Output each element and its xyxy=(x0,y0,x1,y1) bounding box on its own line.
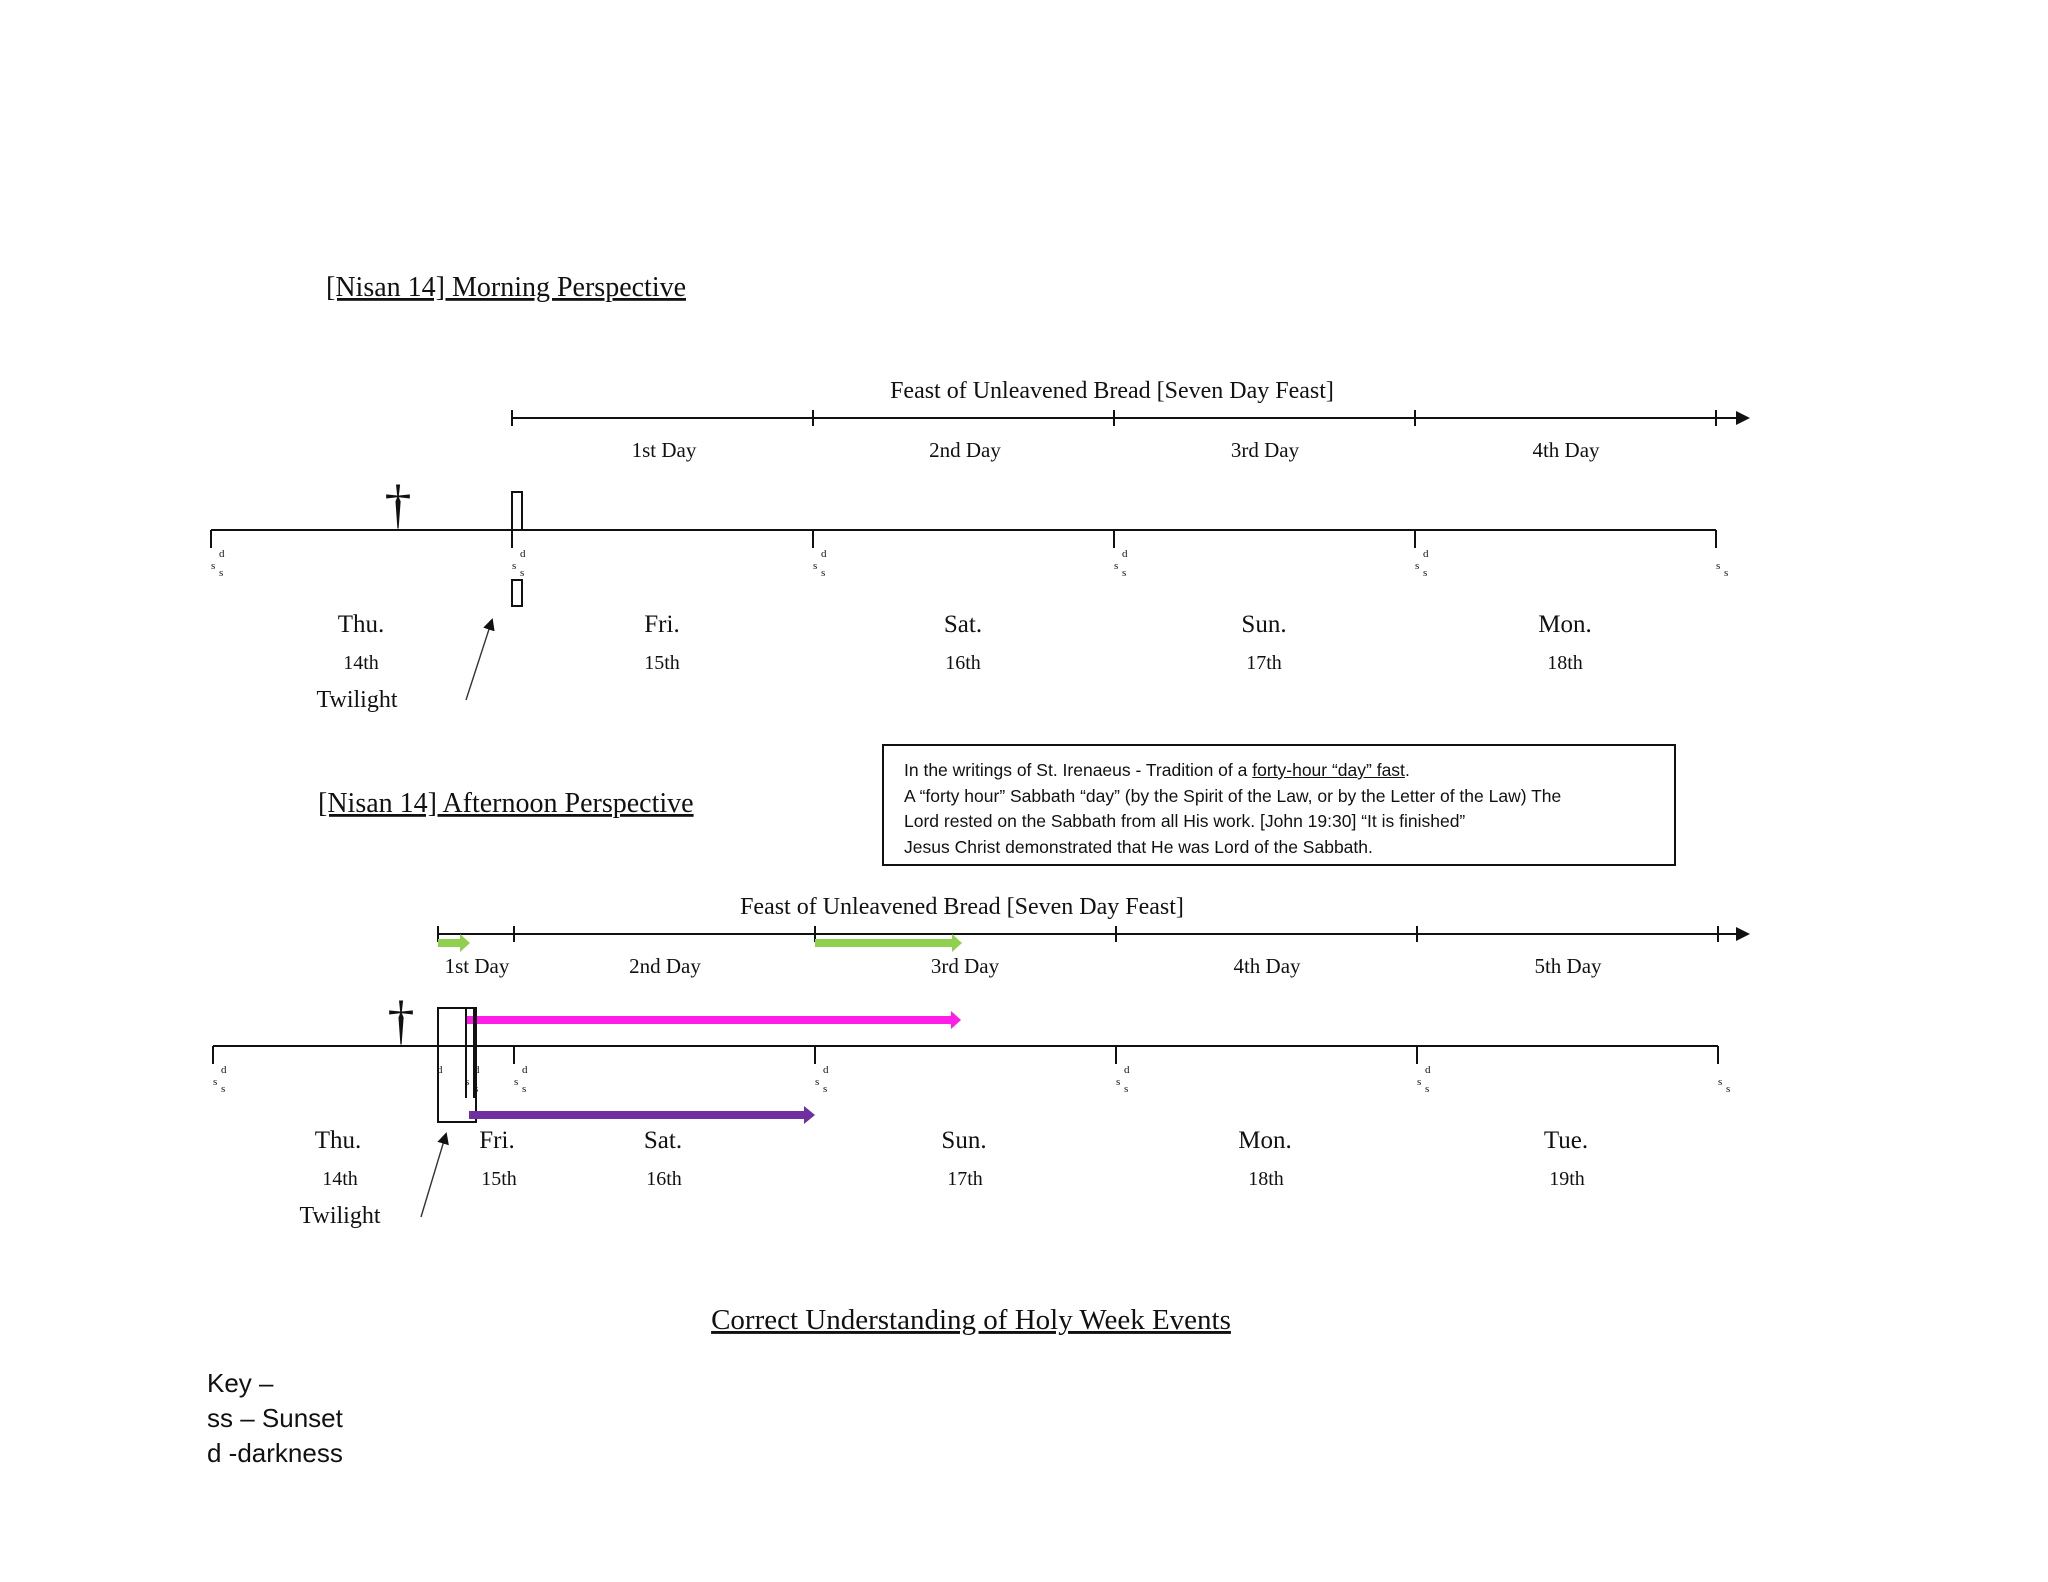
key-darkness: d -darkness xyxy=(207,1438,343,1468)
morning-sunset-darkness-marks xyxy=(211,548,1728,579)
afternoon-sunset-darkness-marks xyxy=(213,1064,1730,1095)
svg-text:s: s xyxy=(1116,1076,1121,1088)
svg-text:s: s xyxy=(213,1076,218,1088)
morning-date-17: 17th xyxy=(1246,652,1282,674)
note-line-4: Jesus Christ demonstrated that He was Lord of the Sabbath. xyxy=(904,836,1373,857)
svg-text:d: d xyxy=(821,548,827,560)
svg-text:d: d xyxy=(520,548,526,560)
morning-twilight-pointer xyxy=(466,620,492,700)
morning-feast-day-2: 2nd Day xyxy=(929,438,1001,462)
morning-weekday-thu: Thu. xyxy=(337,611,385,638)
afternoon-purple-arrow xyxy=(469,1106,815,1124)
afternoon-weekday-mon: Mon. xyxy=(1238,1127,1292,1154)
svg-text:s: s xyxy=(211,560,216,572)
irenaeus-note-box xyxy=(882,744,1676,866)
svg-text:d: d xyxy=(1124,1064,1130,1076)
svg-text:d: d xyxy=(1122,548,1128,560)
svg-text:s: s xyxy=(821,567,826,579)
svg-text:s: s xyxy=(474,1083,479,1095)
morning-feast-arrow xyxy=(512,410,1750,426)
key-sunset: ss – Sunset xyxy=(207,1403,343,1433)
afternoon-date-19: 19th xyxy=(1549,1168,1585,1190)
morning-weekday-sun: Sun. xyxy=(1241,611,1287,638)
afternoon-weekday-tue: Tue. xyxy=(1543,1127,1589,1154)
svg-text:d: d xyxy=(221,1064,227,1076)
note-line-3: Lord rested on the Sabbath from all His work. [John 19:30] “It is finished” xyxy=(904,811,1466,831)
morning-date-14: 14th xyxy=(343,652,379,674)
svg-text:s: s xyxy=(813,560,818,572)
svg-text:s: s xyxy=(1122,567,1127,579)
footer-title: Correct Understanding of Holy Week Events xyxy=(711,1304,1231,1336)
morning-twilight-label: Twilight xyxy=(316,687,398,713)
afternoon-feast-day-5: 5th Day xyxy=(1534,954,1602,978)
svg-text:s: s xyxy=(1726,1083,1731,1095)
afternoon-twilight-pointer xyxy=(421,1134,446,1217)
svg-text:s: s xyxy=(1415,560,1420,572)
svg-text:d: d xyxy=(437,1064,443,1076)
key-title: Key – xyxy=(207,1368,274,1398)
svg-text:s: s xyxy=(221,1083,226,1095)
svg-text:s: s xyxy=(815,1076,820,1088)
afternoon-feast-day-1: 1st Day xyxy=(444,954,510,978)
morning-weekday-fri: Fri. xyxy=(644,611,680,638)
svg-text:s: s xyxy=(1124,1083,1129,1095)
svg-text:s: s xyxy=(823,1083,828,1095)
morning-date-16: 16th xyxy=(945,652,981,674)
morning-date-18: 18th xyxy=(1547,652,1583,674)
afternoon-date-15: 15th xyxy=(481,1168,517,1190)
svg-text:d: d xyxy=(1425,1064,1431,1076)
svg-text:d: d xyxy=(219,548,225,560)
svg-text:s: s xyxy=(1417,1076,1422,1088)
afternoon-magenta-arrow xyxy=(465,1011,961,1029)
morning-feast-day-3: 3rd Day xyxy=(1230,438,1300,462)
morning-feast-day-4: 4th Day xyxy=(1532,438,1600,462)
afternoon-feast-day-4: 4th Day xyxy=(1233,954,1301,978)
svg-text:s: s xyxy=(1724,567,1729,579)
legend-key xyxy=(207,1366,343,1471)
afternoon-cross-icon: † xyxy=(387,990,415,1050)
afternoon-date-17: 17th xyxy=(947,1168,983,1190)
afternoon-feast-day-2: 2nd Day xyxy=(629,954,701,978)
morning-title: [Nisan 14] Morning Perspective xyxy=(326,272,687,303)
afternoon-weekday-sat: Sat. xyxy=(643,1127,683,1154)
morning-date-15: 15th xyxy=(644,652,680,674)
svg-text:s: s xyxy=(1425,1083,1430,1095)
note-line-2: A “forty hour” Sabbath “day” (by the Spirit of the Law, or by the Letter of the Law) The xyxy=(904,785,1562,806)
afternoon-green-arrow-1 xyxy=(438,934,470,952)
svg-text:s: s xyxy=(1114,560,1119,572)
afternoon-green-arrow-2 xyxy=(815,934,962,952)
afternoon-feast-day-3: 3rd Day xyxy=(930,954,1000,978)
morning-timeline xyxy=(211,492,1716,606)
green-bar xyxy=(438,939,462,947)
afternoon-feast-arrow xyxy=(438,926,1750,942)
afternoon-weekday-sun: Sun. xyxy=(941,1127,987,1154)
morning-weekday-mon: Mon. xyxy=(1538,611,1592,638)
morning-feast-label: Feast of Unleavened Bread [Seven Day Feast] xyxy=(890,378,1334,404)
svg-text:s: s xyxy=(514,1076,519,1088)
note-link: forty-hour “day” fast xyxy=(1252,760,1405,780)
afternoon-weekday-fri: Fri. xyxy=(479,1127,515,1154)
afternoon-title: [Nisan 14] Afternoon Perspective xyxy=(318,788,694,819)
svg-text:s: s xyxy=(512,560,517,572)
svg-text:d: d xyxy=(474,1064,480,1076)
afternoon-date-18: 18th xyxy=(1248,1168,1284,1190)
svg-text:d: d xyxy=(823,1064,829,1076)
svg-text:s: s xyxy=(219,567,224,579)
afternoon-twilight-label: Twilight xyxy=(299,1203,381,1229)
svg-text:s: s xyxy=(1716,560,1721,572)
afternoon-date-14: 14th xyxy=(322,1168,358,1190)
svg-text:s: s xyxy=(1718,1076,1723,1088)
morning-cross-icon: † xyxy=(384,474,412,534)
svg-text:s: s xyxy=(520,567,525,579)
svg-text:d: d xyxy=(1423,548,1429,560)
svg-text:s: s xyxy=(522,1083,527,1095)
morning-feast-day-1: 1st Day xyxy=(631,438,697,462)
svg-text:d: d xyxy=(522,1064,528,1076)
afternoon-date-16: 16th xyxy=(646,1168,682,1190)
afternoon-weekday-thu: Thu. xyxy=(314,1127,362,1154)
svg-text:s: s xyxy=(1423,567,1428,579)
morning-weekday-sat: Sat. xyxy=(943,611,983,638)
afternoon-feast-label: Feast of Unleavened Bread [Seven Day Feast] xyxy=(740,894,1184,920)
svg-text:s: s xyxy=(465,1076,470,1088)
note-line-1: In the writings of St. Irenaeus - Tradition of a forty-hour “day” fast. xyxy=(904,760,1410,780)
